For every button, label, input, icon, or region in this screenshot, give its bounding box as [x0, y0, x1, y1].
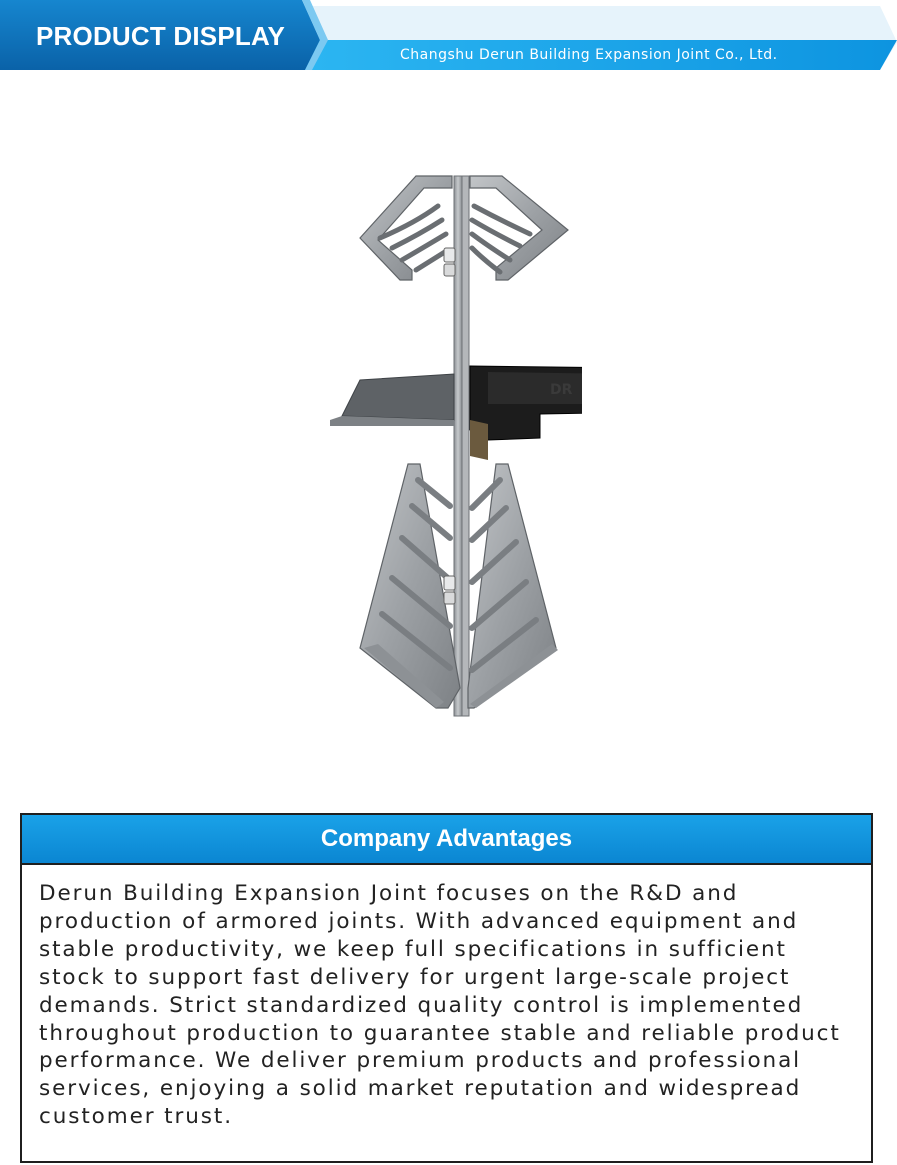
- page-title: PRODUCT DISPLAY: [36, 21, 286, 51]
- company-name: Changshu Derun Building Expansion Joint Co., Ltd.: [400, 47, 778, 63]
- advantages-title: Company Advantages: [320, 825, 573, 852]
- company-advantages-panel: [20, 813, 873, 1163]
- svg-text:DR: DR: [550, 382, 573, 398]
- advantages-header: [22, 815, 871, 865]
- product-illustration: [320, 168, 582, 724]
- header-banner: [0, 0, 897, 74]
- armored-expansion-joint-photo: [320, 168, 582, 724]
- advantages-body: Derun Building Expansion Joint focuses on the R&D and production of armored joints. With advanced equipment and stable productivity, we keep full specifications in sufficient stock to support fast delivery for urgent large-scale project demands. Strict standardized quality control is implemented throughout production to guarantee stable and reliable product performance. We deliver premium products and professional services, enjoying a solid market reputation and widespread customer trust.: [39, 881, 841, 1130]
